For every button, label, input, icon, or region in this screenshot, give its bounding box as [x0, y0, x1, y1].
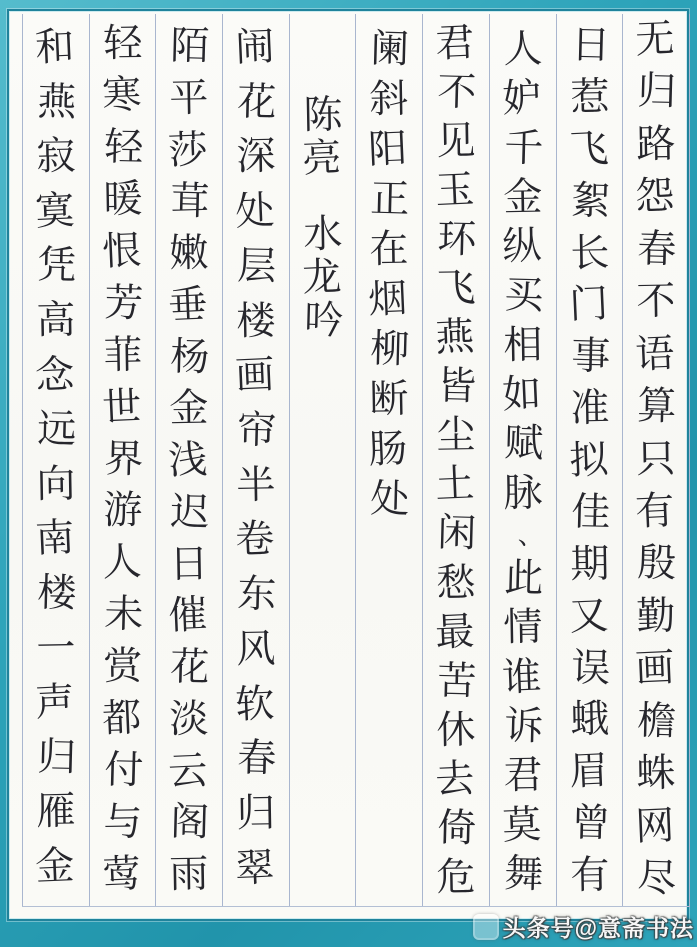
calligraphy-char: 事	[570, 333, 611, 380]
calligraphy-char: 有	[569, 852, 610, 899]
text-column-inner	[423, 14, 489, 901]
text-column-inner	[223, 14, 289, 892]
calligraphy-char: 纵	[501, 223, 543, 270]
calligraphy-char: 轻	[103, 124, 144, 171]
text-column-7	[222, 14, 289, 906]
calligraphy-char: 休	[436, 707, 476, 753]
text-column-8	[155, 14, 222, 906]
calligraphy-char: 尽	[637, 855, 678, 902]
calligraphy-char: 肠	[367, 426, 409, 473]
calligraphy-char: 日	[570, 22, 611, 69]
calligraphy-char: 环	[436, 216, 478, 263]
calligraphy-char: 画	[234, 352, 276, 400]
calligraphy-char: 画	[634, 645, 676, 693]
calligraphy-char: 雨	[169, 851, 210, 898]
calligraphy-char: 云	[167, 747, 209, 795]
calligraphy-char: 东	[236, 571, 278, 618]
calligraphy-char: 路	[636, 121, 677, 168]
calligraphy-char: 门	[567, 281, 609, 329]
watermark-text: 头条号@意斋书法	[502, 915, 694, 941]
calligraphy-char: 断	[369, 376, 410, 423]
calligraphy-char: 淡	[169, 696, 210, 743]
calligraphy-char: 柳	[370, 326, 411, 373]
calligraphy-char: 不	[636, 278, 677, 325]
calligraphy-char: 嫩	[169, 230, 210, 277]
calligraphy-char: 日	[169, 541, 210, 587]
calligraphy-char: 寒	[101, 72, 142, 119]
calligraphy-char: 烟	[367, 276, 409, 323]
calligraphy-char: 半	[236, 462, 276, 509]
calligraphy-char: 高	[35, 297, 76, 344]
calligraphy-char: 金	[502, 174, 543, 221]
calligraphy-char: 翠	[234, 844, 276, 892]
calligraphy-char: 语	[634, 330, 676, 378]
calligraphy-char: 怨	[634, 173, 676, 221]
calligraphy-char: 檐	[637, 698, 678, 745]
calligraphy-char: 苦	[436, 658, 478, 705]
calligraphy-char: 阑	[370, 26, 411, 73]
calligraphy-char: 杨	[170, 334, 211, 381]
text-column-9	[89, 14, 156, 906]
manuscript-paper	[10, 12, 686, 918]
calligraphy-char: 危	[436, 854, 476, 901]
calligraphy-char: 一	[35, 625, 76, 671]
calligraphy-char: 尘	[436, 413, 476, 459]
calligraphy-char: 蛾	[569, 697, 610, 743]
calligraphy-char: 惹	[569, 74, 610, 121]
calligraphy-char: 佳	[570, 489, 611, 536]
calligraphy-char: 赋	[503, 420, 544, 467]
calligraphy-char: 此	[503, 555, 544, 602]
calligraphy-char: 和	[34, 24, 76, 71]
calligraphy-char: 斜	[369, 76, 410, 123]
calligraphy-char: 诉	[503, 703, 544, 750]
calligraphy-char: 念	[34, 351, 76, 399]
calligraphy-char: 人	[101, 539, 142, 587]
calligraphy-char: 在	[369, 226, 410, 273]
calligraphy-char: 不	[436, 69, 478, 116]
toutiao-logo-icon	[473, 914, 499, 940]
calligraphy-char: 陈	[302, 92, 343, 139]
calligraphy-char: 处	[370, 476, 411, 523]
calligraphy-char: 楼	[236, 298, 276, 344]
calligraphy-char: 深	[236, 134, 276, 180]
calligraphy-char: 凭	[36, 242, 77, 289]
calligraphy-char: 飞	[436, 265, 476, 312]
calligraphy-char: 水	[302, 212, 343, 258]
calligraphy-char: 飞	[567, 125, 609, 173]
calligraphy-char: 游	[102, 488, 143, 534]
calligraphy-char: 愁	[436, 560, 476, 606]
calligraphy-char: 人	[502, 26, 543, 73]
calligraphy-char: 楼	[36, 570, 77, 617]
calligraphy-char: 赏	[102, 643, 143, 690]
calligraphy-char: 花	[236, 79, 278, 126]
calligraphy-char: 陌	[170, 23, 211, 70]
calligraphy-char: 龙	[301, 254, 343, 302]
calligraphy-char: 处	[234, 188, 276, 236]
calligraphy-char: 妒	[501, 75, 543, 123]
calligraphy-char: 君	[434, 20, 476, 67]
text-column-inner	[490, 14, 556, 898]
calligraphy-char: 只	[636, 436, 677, 482]
calligraphy-char: 归	[36, 734, 77, 781]
calligraphy-char: 又	[567, 592, 609, 640]
calligraphy-char: 脉	[502, 470, 543, 516]
calligraphy-char: 无	[634, 16, 676, 63]
text-column-6	[289, 14, 356, 906]
calligraphy-char: 帘	[236, 407, 278, 454]
text-column-inner	[23, 14, 89, 890]
calligraphy-char: 界	[103, 436, 144, 483]
calligraphy-char: 花	[170, 644, 211, 691]
calligraphy-char: 轻	[102, 20, 143, 67]
calligraphy-char: 准	[569, 385, 610, 432]
calligraphy-char: 归	[637, 68, 678, 115]
calligraphy-char: 层	[236, 243, 278, 290]
calligraphy-char: 拟	[567, 437, 609, 484]
calligraphy-char: 土	[434, 461, 476, 509]
calligraphy-char: 寞	[34, 187, 76, 235]
calligraphy-char: 风	[236, 626, 276, 673]
calligraphy-char: 网	[634, 802, 676, 850]
calligraphy-char: 殷	[637, 540, 678, 587]
calligraphy-char: 勤	[636, 593, 677, 640]
text-column-1	[622, 14, 689, 906]
calligraphy-char: 有	[634, 488, 676, 535]
calligraphy-char: 归	[236, 790, 276, 837]
calligraphy-char: 未	[103, 591, 144, 638]
text-column-2	[556, 14, 623, 906]
calligraphy-char: 算	[637, 383, 678, 430]
text-column-5	[355, 14, 422, 906]
calligraphy-char: 付	[103, 747, 144, 794]
calligraphy-char: 谁	[501, 653, 543, 701]
calligraphy-char: 相	[502, 322, 543, 369]
calligraphy-char: 曾	[570, 800, 611, 847]
text-column-inner	[156, 14, 222, 898]
calligraphy-char: 莺	[101, 851, 142, 898]
text-column-4	[422, 14, 489, 906]
calligraphy-char: 软	[234, 680, 276, 728]
calligraphy-char: 世	[101, 383, 142, 431]
calligraphy-char: 茸	[170, 178, 211, 225]
calligraphy-char: 君	[502, 752, 543, 799]
calligraphy-char: 燕	[434, 314, 476, 362]
calligraphy-char: 见	[436, 118, 476, 165]
calligraphy-char: 玉	[434, 167, 476, 215]
calligraphy-char: 买	[503, 272, 544, 319]
text-column-3	[489, 14, 556, 906]
calligraphy-char: 浅	[167, 437, 209, 484]
calligraphy-char: 闲	[436, 510, 478, 557]
text-column-10	[22, 14, 89, 906]
calligraphy-char: 声	[34, 679, 76, 726]
calligraphy-char: 南	[34, 515, 76, 563]
calligraphy-char: 吟	[303, 297, 344, 344]
calligraphy-char: 垂	[167, 281, 209, 329]
calligraphy-char: 催	[167, 592, 209, 640]
calligraphy-char: 闹	[234, 24, 276, 71]
calligraphy-char: 长	[569, 230, 610, 276]
calligraphy-char: 都	[101, 695, 142, 743]
calligraphy-char: 倚	[436, 805, 478, 852]
calligraphy-char: 如	[501, 371, 543, 418]
calligraphy-char: 去	[434, 755, 476, 803]
calligraphy-char: 恨	[101, 227, 142, 275]
watermark	[473, 910, 694, 943]
calligraphy-char: 莎	[167, 126, 209, 174]
calligraphy-char: 亮	[301, 135, 343, 182]
calligraphy-char: 与	[102, 799, 143, 846]
calligraphy-char: 期	[569, 541, 610, 588]
text-column-inner	[623, 14, 689, 902]
iteration-mark: 、	[517, 520, 544, 551]
calligraphy-char: 平	[169, 75, 210, 122]
calligraphy-char: 寂	[35, 133, 76, 180]
calligraphy-char: 阁	[170, 799, 211, 846]
calligraphy-char: 迟	[170, 489, 211, 536]
calligraphy-char: 燕	[36, 79, 77, 126]
calligraphy-columns	[22, 14, 690, 907]
calligraphy-char: 絮	[570, 178, 611, 225]
calligraphy-char: 眉	[567, 748, 609, 796]
calligraphy-char: 菲	[102, 332, 143, 378]
calligraphy-char: 暖	[102, 176, 143, 223]
calligraphy-char: 皆	[436, 363, 478, 410]
calligraphy-char: 金	[169, 385, 210, 432]
calligraphy-char: 春	[236, 735, 278, 782]
calligraphy-char: 阳	[367, 126, 409, 173]
calligraphy-char: 误	[570, 645, 611, 692]
text-column-inner	[557, 14, 623, 899]
calligraphy-char: 向	[35, 461, 76, 508]
calligraphy-char: 远	[36, 406, 77, 453]
calligraphy-char: 金	[34, 843, 76, 890]
calligraphy-char: 蛛	[636, 750, 677, 797]
calligraphy-char: 千	[503, 125, 544, 172]
calligraphy-char: 舞	[503, 851, 544, 898]
text-column-inner	[90, 14, 156, 898]
calligraphy-char: 情	[502, 605, 543, 651]
calligraphy-char: 春	[637, 226, 678, 273]
calligraphy-char: 最	[434, 608, 476, 656]
text-column-inner	[356, 14, 422, 523]
calligraphy-char: 卷	[234, 516, 276, 564]
calligraphy-char: 雁	[35, 788, 76, 835]
calligraphy-char: 正	[370, 176, 411, 223]
calligraphy-char: 莫	[501, 801, 543, 849]
text-column-inner	[290, 14, 356, 344]
calligraphy-char: 芳	[103, 280, 144, 327]
